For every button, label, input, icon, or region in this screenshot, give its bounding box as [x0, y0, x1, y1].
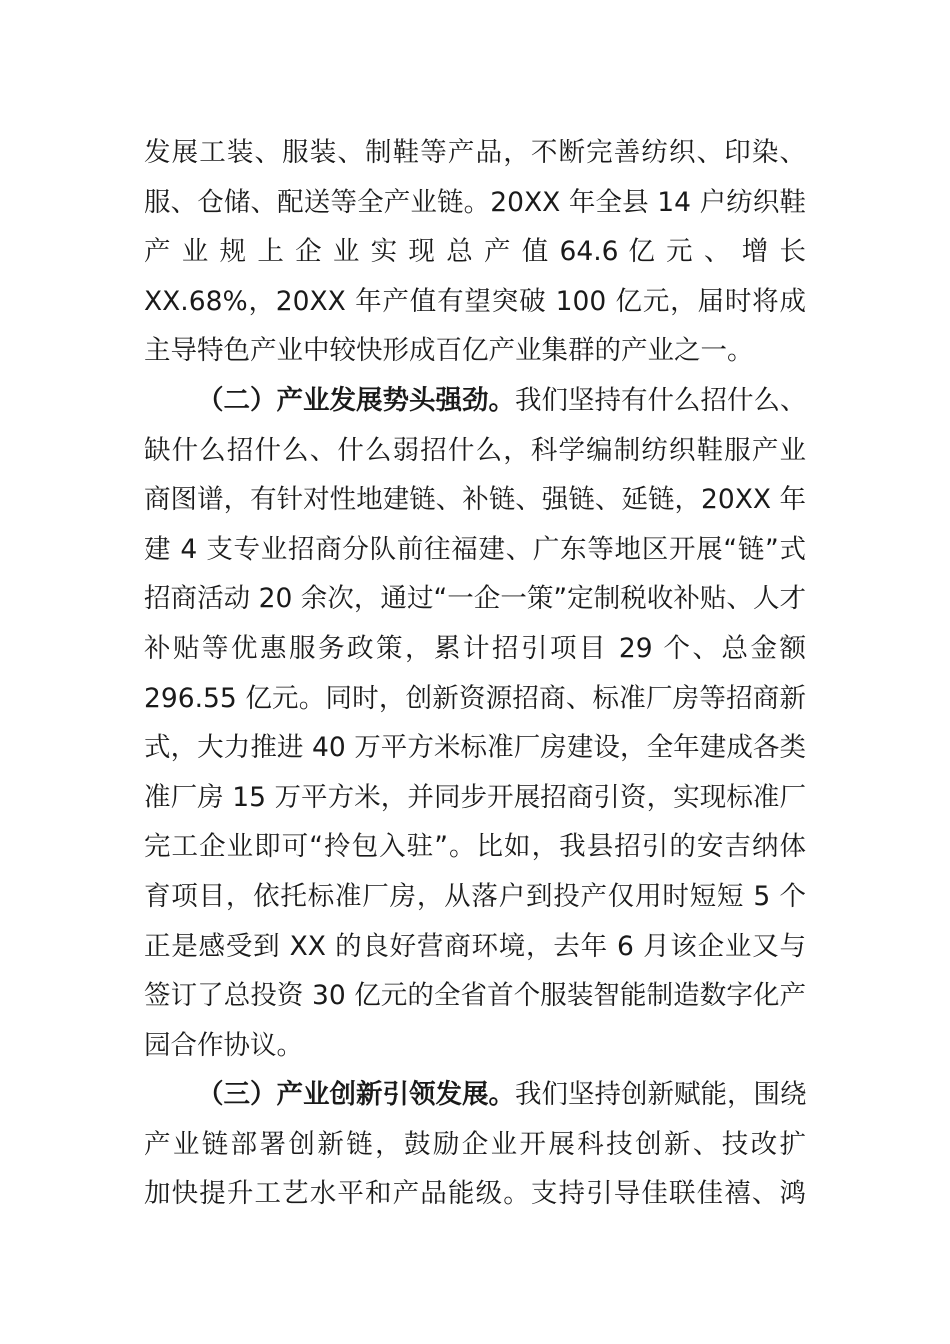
text-line: 准厂房 15 万平方米，并同步开展招商引资，实现标准厂: [144, 781, 806, 813]
text-line: 缺什么招什么、什么弱招什么，科学编制纺织鞋服产业: [144, 434, 806, 466]
text-line: 正是感受到 XX 的良好营商环境，去年 6 月该企业又与: [144, 930, 806, 962]
text-line: 育项目，依托标准厂房，从落户到投产仅用时短短 5 个: [144, 880, 806, 912]
text-line: [144, 376, 806, 426]
paragraph-3: [144, 1070, 806, 1219]
text-line: 招商活动 20 余次，通过“一企一策”定制税收补贴、人才: [144, 583, 806, 615]
paragraph-1: [144, 128, 806, 376]
text-line: 签订了总投资 30 亿元的全省首个服装智能制造数字化产: [144, 980, 806, 1012]
text-line: 服、仓储、配送等全产业链。20XX 年全县 14 户纺织鞋: [144, 186, 806, 218]
text-line: 商图谱，有针对性地建链、补链、强链、延链，20XX 年: [144, 484, 806, 516]
paragraph-2: [144, 376, 806, 1070]
text-line: 园合作协议。: [144, 1029, 303, 1061]
section-heading: （三）产业创新引领发展。: [197, 1079, 515, 1111]
text-line: 式，大力推进 40 万平方米标准厂房建设，全年建成各类: [144, 732, 806, 764]
text-line: 产 业 规 上 企 业 实 现 总 产 值 64.6 亿 元 、 增 长: [144, 236, 806, 268]
text-line: 补贴等优惠服务政策，累计招引项目 29 个、总金额: [144, 632, 806, 664]
text-line: 完工企业即可“拎包入驻”。比如，我县招引的安吉纳体: [144, 831, 806, 863]
text-line: [144, 1070, 806, 1120]
text-line: 主导特色产业中较快形成百亿产业集群的产业之一。: [144, 335, 754, 367]
text-line: 产业链部署创新链，鼓励企业开展科技创新、技改扩: [144, 1128, 806, 1160]
document-body: [144, 128, 806, 1219]
text-line: XX.68%，20XX 年产值有望突破 100 亿元，届时将成: [144, 285, 806, 317]
text-line: 发展工装、服装、制鞋等产品，不断完善纺织、印染、: [144, 137, 806, 168]
text-line: 建 4 支专业招商分队前往福建、广东等地区开展“链”式: [144, 533, 806, 565]
text-run: 我们坚持有什么招什么、: [515, 384, 807, 416]
text-line: 加快提升工艺水平和产品能级。支持引导佳联佳禧、鸿: [144, 1178, 806, 1210]
text-line: 296.55 亿元。同时，创新资源招商、标准厂房等招商新: [144, 682, 806, 714]
text-run: 我们坚持创新赋能，围绕: [515, 1079, 807, 1111]
section-heading: （二）产业发展势头强劲。: [197, 384, 515, 416]
